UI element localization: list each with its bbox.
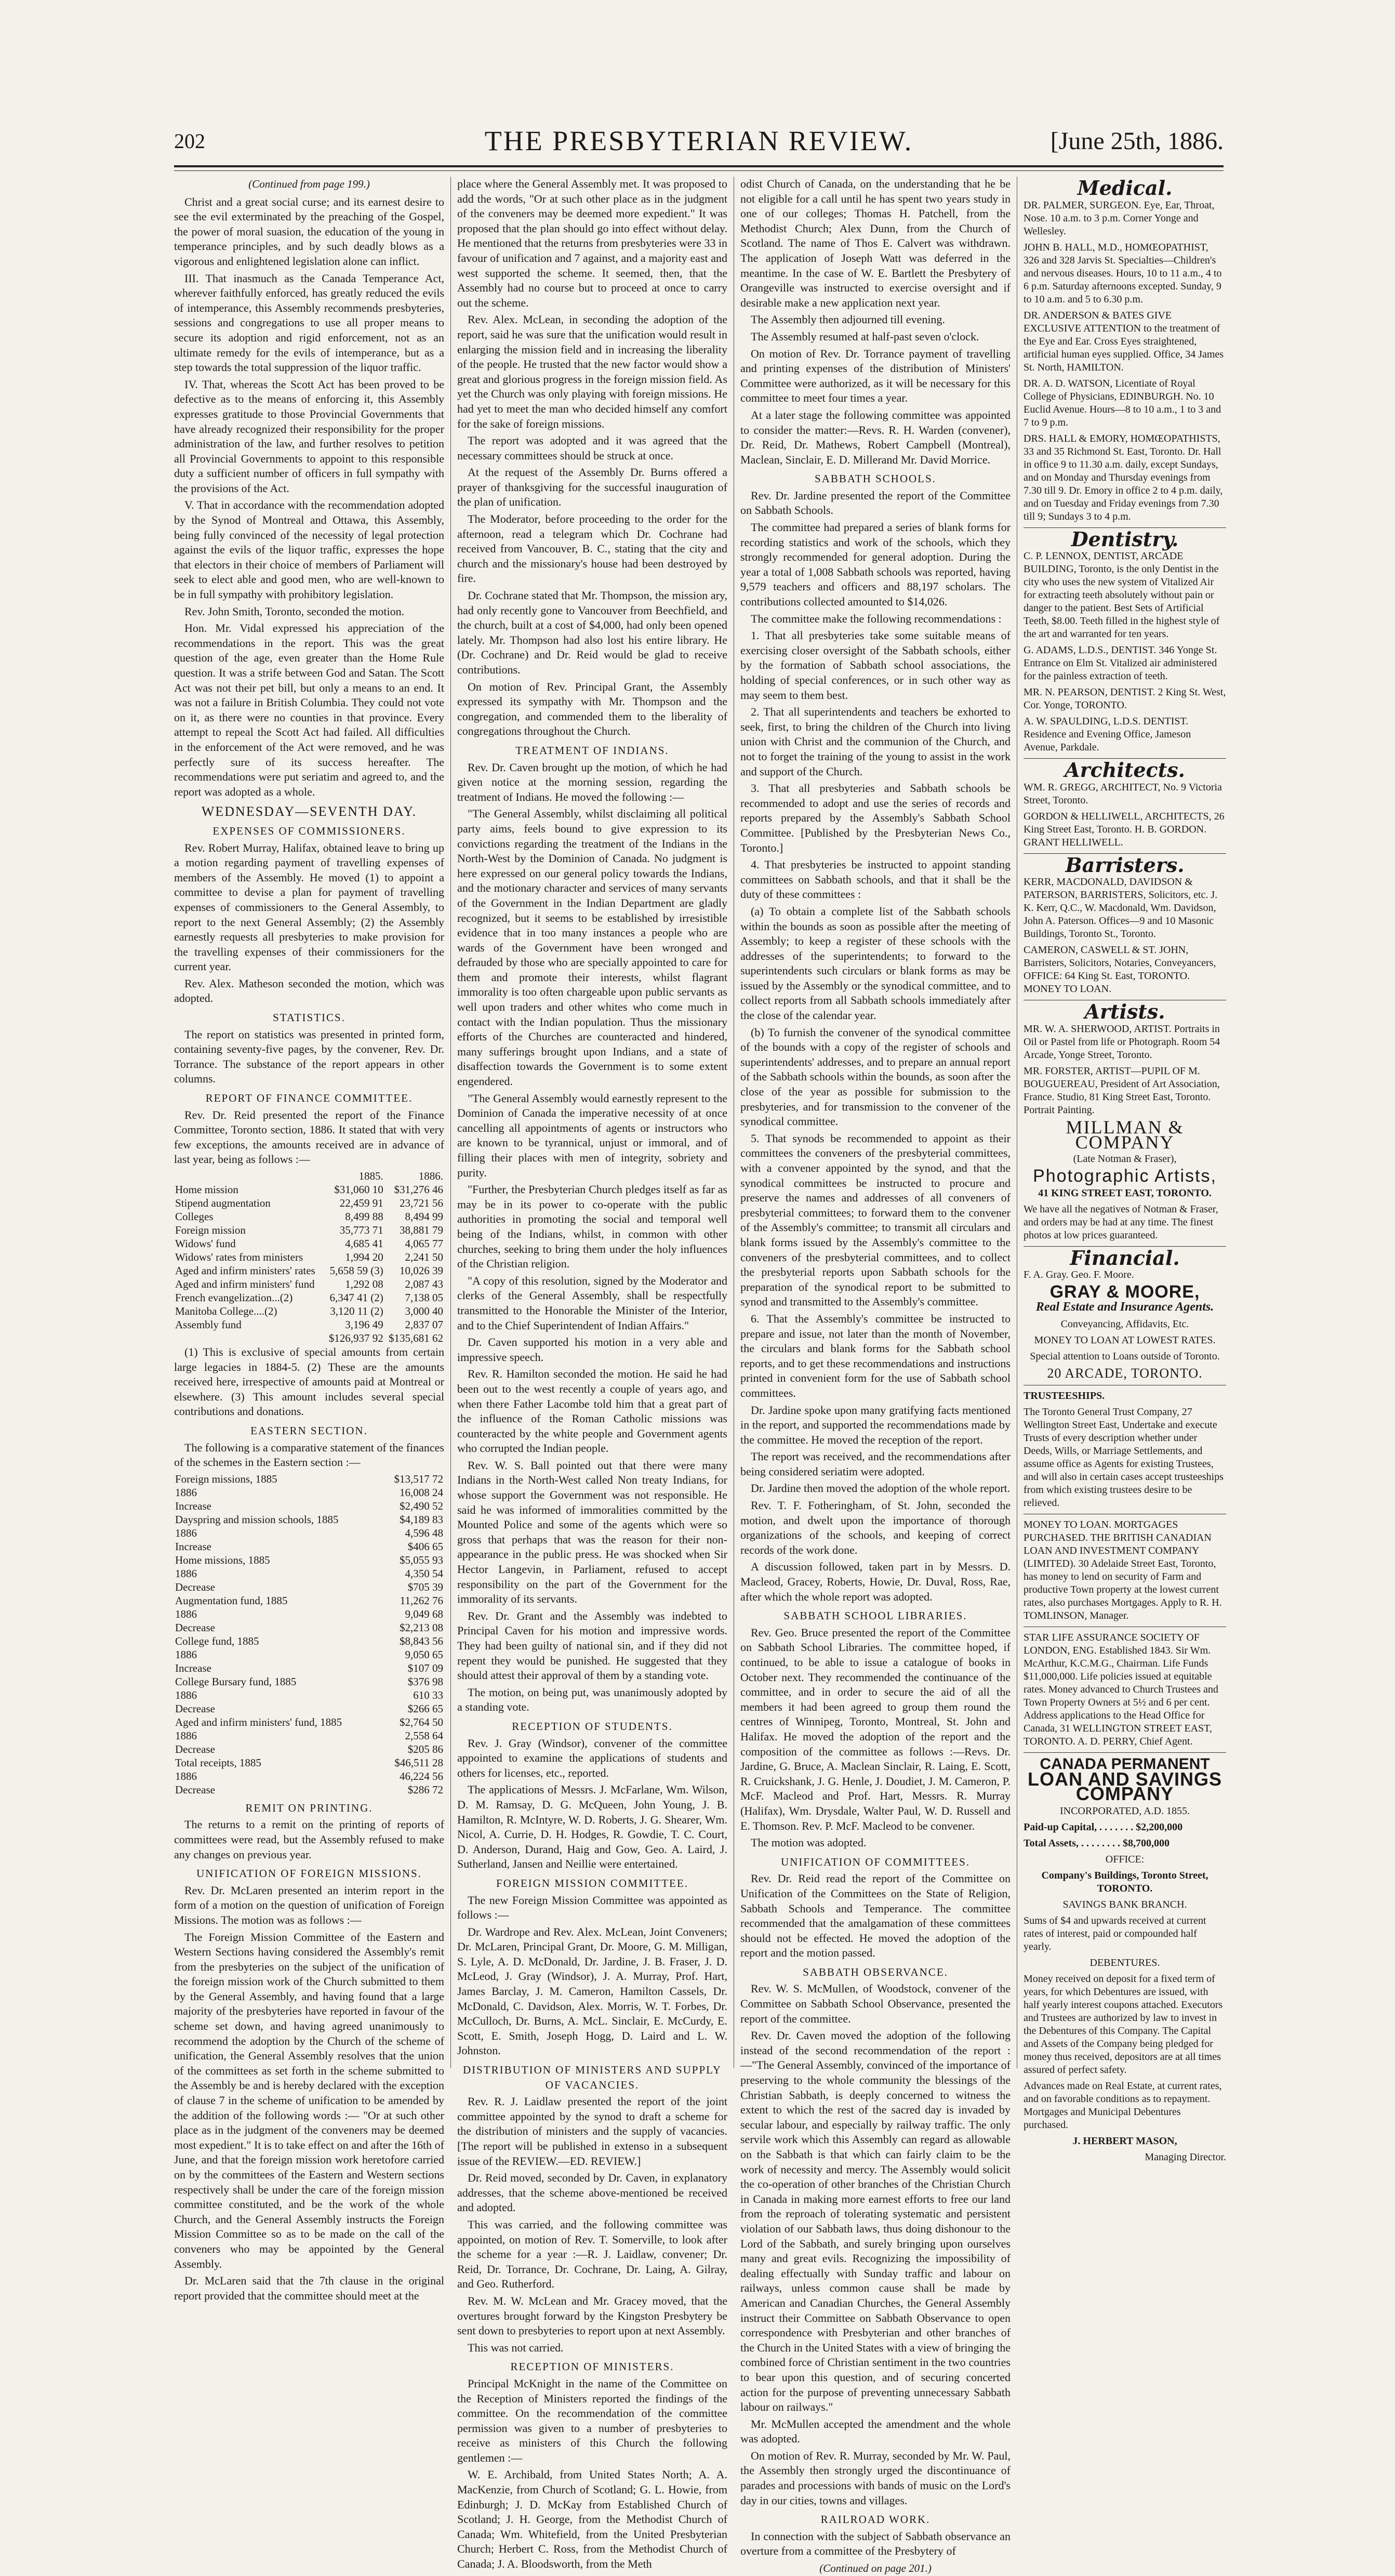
table-row [174, 1688, 444, 1702]
paragraph: Rev. Dr. Reid presented the report of the Finance Committee, Toronto section, 1886. It stated that with very few exceptions, the amounts received are in advance of last year, being as follows :— [174, 1108, 444, 1166]
paragraph: Rev. Alex. McLean, in seconding the adoption of the report, said he was sure that the unification would result in enlarging the mission field and in increasing the liberality of the people. He trusted that the new factor would show a great and glorious progress in the foreign mission field. As yet the Church was only playing with foreign missions. He had yet to meet the man who decided himself any comfort for the sake of foreign missions. [457, 313, 727, 430]
table-cell: 1886 [175, 1526, 197, 1539]
star-life-ad: STAR LIFE ASSURANCE SOCIETY OF LONDON, ENG. Established 1843. Sir Wm. McArthur, K.C.M.G., Chairman. Life Funds $11,000,000. Life policies issued at equitable rates. Money advanced to Church Trustees and Town Property Owners at 5½ and 6 per cent. Address applications to the Head Office for Canada, 31 WELLINGTON STREET EAST, TORONTO. A. D. PERRY, Chief Agent. [1024, 1632, 1218, 1748]
paragraph: Rev. W. S. McMullen, of Woodstock, convener of the Committee on Sabbath School Observance, presented the report of the committee. [740, 1982, 1011, 2025]
cp-debentures-text: Money received on deposit for a fixed term of years, for which Debentures are issued, with half yearly interest coupons attached. Executors and Trustees are authorized by law to invest in the Debentures of this Company. The Capital and Assets of the Company being pledged for money thus received, depositors are at all times assured of perfect safety. [1024, 1973, 1223, 2076]
paragraph: On motion of Rev. Dr. Torrance payment of travelling and printing expenses of the distribution of Ministers' Committee were authorized, as it will be necessary for this committee to meet four times a year. [740, 347, 1011, 405]
table-cell: Widows' fund [175, 1237, 236, 1250]
advertisement-column [1024, 176, 1226, 2163]
gray-line: Conveyancing, Affidavits, Etc. [1060, 1318, 1189, 1330]
advertisement-card: KERR, MACDONALD, DAVIDSON & PATERSON, BARRISTERS, Solicitors, etc. J. K. Kerr, Q.C., W. Macdonald, Wm. Davidson, John A. Paterson. Offices—9 and 10 Masonic Buildings, Toronto St., Toronto. [1024, 876, 1218, 940]
subheading: RECEPTION OF MINISTERS. [510, 2360, 674, 2373]
paragraph: Rev. J. Gray (Windsor), convener of the committee appointed to examine the applications of students and others for licenses, etc., reported. [457, 1736, 727, 1779]
gray-firm: GRAY & MOORE, [1049, 1282, 1200, 1302]
table-cell: College fund, 1885 [175, 1634, 259, 1647]
table-row [174, 1237, 444, 1250]
table-cell: 1886 [175, 1729, 197, 1742]
gray-subtitle: Real Estate and Insurance Agents. [1035, 1300, 1214, 1314]
advertisement-card: DR. ANDERSON & BATES GIVE EXCLUSIVE ATTENTION to the treatment of the Eye and Ear. Cross Eyes straightened, artificial human eyes supplied. Office, 34 James St. North, HAMILTON. [1024, 309, 1224, 373]
table-row [174, 1540, 444, 1553]
table-cell: 8,494 99 [405, 1210, 443, 1223]
table-row [174, 1648, 444, 1661]
table-row [174, 1756, 444, 1769]
paragraph: "The General Assembly, whilst disclaiming all political party aims, feels bound to give expression to its convictions regarding the treatment of the Indians in the North-West by the Dominion of Canada. No judgment is here expressed on our general policy towards the Indians, and the motionary character and services of many servants of the Government in the Indian Department are gladly recognized, but it seems to be established by irresistible evidence that in too many instances a people who are wards of the Government have been wronged and defrauded by those who are specially appointed to care for them and promote their interests, whilst flagrant immorality is too often chargeable upon public servants as well upon traders and other whites who come much in contact with the Indian population. Thus the missionary efforts of the Churches are counteracted and hindered, many sufferings brought upon Indians, and a state of disaffection towards the Government is to some extent engendered. [457, 807, 727, 1088]
advertisement-card: C. P. LENNOX, DENTIST, ARCADE BUILDING, Toronto, is the only Dentist in the city who uses the new system of Vitalized Air for extracting teeth absolutely without pain or danger to the patient. Best Sets of Artificial Teeth, $8.00. Teeth filled in the highest style of the art and warranted for ten years. [1024, 550, 1220, 640]
paragraph: Rev. Dr. Reid read the report of the Committee on Unification of the Committees on the State of Religion, Sabbath Schools and Temperance. The committee recommended that the amalgamation of these committees should not be effected. He moved the adoption of the report and the motion passed. [740, 1872, 1011, 1960]
paragraph: The returns to a remit on the printing of reports of committees were read, but the Assembly refused to make any changes on previous year. [174, 1818, 444, 1861]
cp-manager: J. HERBERT MASON, [1072, 2135, 1177, 2147]
paragraph: Christ and a great social curse; and its earnest desire to see the evil exterminated by the preaching of the Gospel, the power of moral suasion, the education of the young in temperance principles, and by such deadly blows as a vigorous and enlightened legislation alone can inflict. [174, 195, 444, 268]
table-row [174, 1250, 444, 1264]
table-cell: Increase [175, 1499, 211, 1512]
table-cell: Aged and infirm ministers' rates [175, 1264, 315, 1277]
table-row [174, 1607, 444, 1621]
medical-ads [1024, 199, 1226, 523]
table-row [174, 1472, 444, 1486]
table-cell: Increase [175, 1661, 211, 1674]
paragraph: On motion of Rev. R. Murray, seconded by Mr. W. Paul, the Assembly then strongly urged the discontinuance of parades and processions with bands of music on the Lord's day in our cities, towns and villages. [740, 2449, 1011, 2507]
section-heading: WEDNESDAY—SEVENTH DAY. [201, 804, 417, 820]
subheading: SABBATH SCHOOL LIBRARIES. [783, 1609, 967, 1622]
cp-title-big: LOAN AND SAVINGS COMPANY [1027, 1768, 1222, 1805]
table-cell: Decrease [175, 1702, 215, 1715]
issue-date: [June 25th, 1886. [1050, 127, 1224, 155]
artists-heading: Artists. [1084, 1000, 1165, 1024]
paragraph: Rev. Dr. McLaren presented an interim report in the form of a motion on the question of unification of Foreign Missions. The motion was as follows :— [174, 1883, 444, 1926]
footnotes: (1) This is exclusive of special amounts from certain large legacies in 1884-5. (2) These are the amounts received here, irrespective of amounts paid at Montreal or elsewhere. (3) This amount includes several special contributions and donations. [174, 1345, 444, 1418]
paragraph: The committee make the following recommendations : [751, 612, 1002, 625]
paragraph: Rev. John Smith, Toronto, seconded the motion. [184, 604, 405, 618]
table-row [174, 1594, 444, 1607]
table-cell: 4,065 77 [405, 1237, 443, 1250]
table-cell: 6,347 41 (2) [329, 1291, 383, 1304]
paragraph: The committee had prepared a series of blank forms for recording statistics and work of the schools, which they strongly recommended for general adoption. During the year a total of 1,008 Sabbath schools was reported, having 9,579 teachers and officers and 88,197 scholars. The contributions collected amounted to $14,026. [740, 521, 1011, 609]
eastern-finance-table [174, 1472, 444, 1796]
table-cell: French evangelization...(2) [175, 1291, 293, 1304]
table-cell: 1886 [175, 1648, 197, 1661]
table-row [174, 1277, 444, 1291]
table-cell: $286 72 [407, 1783, 443, 1796]
table-cell: Aged and infirm ministers' fund [175, 1278, 315, 1290]
table-row [174, 1661, 444, 1675]
table-row [174, 1183, 444, 1196]
subheading: RAILROAD WORK. [820, 2513, 931, 2526]
barristers-ads [1024, 876, 1226, 996]
table-cell: 3,120 11 (2) [330, 1305, 383, 1317]
table-cell: 1,292 08 [345, 1278, 383, 1290]
paragraph: A discussion followed, taken part in by Messrs. D. Macleod, Gracey, Roberts, Howie, Dr. Duval, Ross, Rae, after which the whole report was adopted. [740, 1560, 1011, 1603]
table-cell: College Bursary fund, 1885 [175, 1675, 297, 1688]
subheading: EXPENSES OF COMMISSIONERS. [212, 824, 406, 837]
table-cell: Colleges [175, 1210, 214, 1223]
table-cell: 3,000 40 [405, 1305, 443, 1317]
table-cell: 3,196 49 [345, 1318, 383, 1331]
table-row [174, 1223, 444, 1237]
barristers-heading: Barristers. [1065, 853, 1185, 877]
cp-debentures-label: DEBENTURES. [1090, 1957, 1160, 1969]
table-row [174, 1210, 444, 1223]
paragraph: Principal McKnight in the name of the Committee on the Reception of Ministers reported the findings of the committee. On the recommendation of the committee permission was given to a number of presbyteries to receive as ministers of this Church the following gentlemen :— [457, 2376, 727, 2464]
table-cell: $31,276 46 [394, 1183, 443, 1196]
subheading: SABBATH OBSERVANCE. [803, 1965, 948, 1978]
table-row [174, 1702, 444, 1715]
table-cell: 5,658 59 (3) [329, 1264, 383, 1277]
paragraph: This was carried, and the following committee was appointed, on motion of Rev. T. Somerville, to look after the scheme for a year :—R. J. Laidlaw, convener; Dr. Reid, Dr. Torrance, Dr. Cochrane, Dr. Laing, A. Gilray, and Geo. Rutherford. [457, 2217, 727, 2291]
table-cell: 8,499 88 [345, 1210, 383, 1223]
paragraph: This was not carried. [468, 2341, 564, 2354]
table-cell: Dayspring and mission schools, 1885 [175, 1513, 339, 1526]
table-row [174, 1318, 444, 1331]
paragraph: (b) To furnish the convener of the synodical committee of the bounds with a copy of the register of schools and superintendents' addresses, and to prepare an annual report of the Sabbath schools within the bounds, as soon after the close of the year as possible for submission to the presbyteries, and for transmission to the convener of the synodical committee. [740, 1025, 1011, 1128]
paragraph: 4. That presbyteries be instructed to appoint standing committees on Sabbath schools, and that it shall be the duty of these committees : [740, 858, 1011, 901]
table-cell: 7,138 05 [405, 1291, 443, 1304]
table-total-row [174, 1331, 444, 1345]
paragraph: Dr. Jardine then moved the adoption of the whole report. [751, 1482, 1011, 1495]
cp-paid-capital: Paid-up Capital, . . . . . . . $2,200,000 [1024, 1821, 1183, 1833]
table-cell: $266 65 [407, 1702, 443, 1715]
loan-ad: MONEY TO LOAN. MORTGAGES PURCHASED. THE BRITISH CANADIAN LOAN AND INVESTMENT COMPANY (LIMITED). 30 Adelaide Street East, Toronto, has money to lend on security of Farm and productive Town property at the lowest current rates, also purchases Mortgages. Apply to R. H. TOMLINSON, Manager. [1024, 1519, 1222, 1622]
table-cell: 9,050 65 [405, 1648, 443, 1661]
paragraph: IV. That, whereas the Scott Act has been proved to be defective as to the means of enforcing it, this Assembly expresses gratitude to those Provincial Governments that have already recognized their responsibility for the proper administration of the law, and further resolves to petition all Provincial Governments to appoint to this responsible duty a sufficient number of officers in full sympathy with the provisions of the Act. [174, 377, 444, 495]
table-cell: $2,490 52 [400, 1499, 443, 1512]
cp-advances-text: Advances made on Real Estate, at current rates, and on favorable conditions as to repayment. Mortgages and Municipal Debentures purchased. [1024, 2080, 1222, 2131]
table-cell: Stipend augmentation [175, 1197, 271, 1209]
architects-ads [1024, 781, 1226, 849]
paragraph: At a later stage the following committee was appointed to consider the matter:—Revs. R. H. Warden (convener), Dr. Reid, Dr. Mathews, Robert Campbell (Montreal), Maclean, Sinclair, E. D. Millerand Mr. David Morrice. [740, 408, 1011, 466]
paragraph: Dr. Cochrane stated that Mr. Thompson, the mission ary, had only recently gone to Vancouver from Beechfield, and the church, built at a cost of $4,000, had only been opened lately. Mr. Thompson had also lost his entire library. He (Dr. Cochrane) and Dr. Reid would be glad to receive contributions. [457, 589, 727, 676]
paragraph: Rev. R. Hamilton seconded the motion. He said he had been out to the west recently a couple of years ago, and when there Father Lacombe told him that a great part of the influence of the Roman Catholic missions was counteracted by the white people and Government agents who corrupted the Indian people. [457, 1367, 727, 1455]
paragraph: Dr. McLaren said that the 7th clause in the original report provided that the committee should meet at the [174, 2274, 444, 2302]
table-cell: 11,262 76 [400, 1594, 443, 1607]
paragraph: The following is a comparative statement of the finances of the schemes in the Eastern section :— [174, 1441, 444, 1469]
table-cell: 610 33 [413, 1688, 443, 1701]
paragraph: (a) To obtain a complete list of the Sabbath schools within the bounds as soon as possible after the meeting of Assembly; to keep a register of these schools with the addresses of the superintendents; to forward to the superintendents such circulars or blank forms as may be issued by the Assembly or the synodical committee, and to collect reports from all Sabbath schools immediately after the close of the calendar year. [740, 904, 1011, 1022]
paragraph: Dr. Wardrope and Rev. Alex. McLean, Joint Conveners; Dr. McLaren, Principal Grant, Dr. Moore, G. M. Milligan, S. Lyle, A. D. McDonald, Dr. Jardine, J. B. Fraser, J. D. McLeod, J. Gray (Windsor), J. A. Murray, Prof. Hart, James Barclay, J. M. Cameron, Hamilton Cassels, Dr. McDonald, C. Davidson, Alex. Morris, W. T. Forbes, Dr. McCulloch, Dr. Burns, A. McL. Sinclair, E. McCurdy, E. Scott, E. Smith, Joseph Hogg, D. Laird and L. W. Johnston. [457, 1925, 727, 2057]
dentistry-ads [1024, 550, 1226, 754]
advertisement-card: G. ADAMS, L.D.S., DENTIST. 346 Yonge St. Entrance on Elm St. Vitalized air administered for the painless extraction of teeth. [1024, 644, 1217, 682]
subheading: UNIFICATION OF FOREIGN MISSIONS. [196, 1867, 422, 1880]
table-row [174, 1729, 444, 1742]
paragraph: The Assembly resumed at half-past seven o'clock. [751, 329, 979, 343]
advertisement-card: WM. R. GREGG, ARCHITECT, No. 9 Victoria Street, Toronto. [1024, 781, 1222, 806]
table-cell: $2,764 50 [400, 1715, 443, 1728]
paragraph: 6. That the Assembly's committee be instructed to prepare and issue, not later than the month of November, the circulars and blank forms for the Sabbath school reports, and to get these recommendations and instructions printed in convenient form for the use of Sabbath school committees. [740, 1312, 1011, 1399]
table-cell: 1,994 20 [345, 1251, 383, 1263]
advertisement-card: JOHN B. HALL, M.D., HOMŒOPATHIST, 326 and 328 Jarvis St. Specialties—Children's and nervous diseases. Hours, 10 to 11 a.m., 4 to 6 p.m. Saturday afternoons excepted. Sunday, 9 to 10 a.m. and 5 to 6.30 p.m. [1024, 241, 1222, 305]
advertisement-card: DR. A. D. WATSON, Licentiate of Royal College of Physicians, EDINBURGH. No. 10 Euclid Avenue. Hours—8 to 10 a.m., 1 to 3 and 7 to 9 p.m. [1024, 377, 1221, 428]
table-cell: Decrease [175, 1742, 215, 1755]
table-cell: 4,596 48 [405, 1526, 443, 1539]
table-header-cell: 1886. [418, 1170, 443, 1182]
column-1 [174, 177, 444, 2302]
advertisement-card: CAMERON, CASWELL & ST. JOHN, Barristers, Solicitors, Notaries, Conveyancers, OFFICE: 64 King St. East, TORONTO. MONEY TO LOAN. [1024, 944, 1216, 995]
millman-address: 41 KING STREET EAST, TORONTO. [1038, 1187, 1212, 1199]
divider [1024, 1752, 1226, 1753]
paragraph: III. That inasmuch as the Canada Temperance Act, wherever faithfully enforced, has greatly reduced the evils of intemperance, this Assembly recommends presbyteries, sessions and congregations to use all proper means to secure its adoption and rigid enforcement, not as an ultimate remedy for the evils of intemperance, but as a step towards the total suppression of the liquor traffic. [174, 271, 444, 374]
medical-heading: Medical. [1077, 176, 1173, 200]
subheading: EASTERN SECTION. [250, 1424, 368, 1437]
table-cell: Manitoba College....(2) [175, 1305, 277, 1317]
paragraph: The report was adopted and it was agreed that the necessary committees should be struck at once. [457, 434, 727, 462]
head-rule-thin [174, 170, 1224, 171]
table-cell: Home missions, 1885 [175, 1553, 270, 1566]
table-cell: 35,773 71 [339, 1224, 383, 1236]
paragraph: Rev. Dr. Grant and the Assembly was indebted to Principal Caven for his motion and impressive words. They had been guilty of national sin, and if they did not repent they would be punished. He suggested that they should attest their approval of them by a standing vote. [457, 1609, 727, 1682]
table-cell: Decrease [175, 1783, 215, 1796]
table-cell: 4,350 54 [405, 1567, 443, 1580]
advertisement-card: GORDON & HELLIWELL, ARCHITECTS, 26 King Street East, Toronto. H. B. GORDON. GRANT HELLIWELL. [1024, 810, 1225, 848]
millman-note: We have all the negatives of Notman & Fraser, and orders may be had at any time. The finest photos at low prices guaranteed. [1024, 1203, 1218, 1241]
running-head [174, 125, 1224, 161]
table-cell: Home mission [175, 1183, 238, 1196]
finance-table [174, 1169, 444, 1345]
cp-savings-text: Sums of $4 and upwards received at current rates of interest, paid or compounded half yearly. [1024, 1914, 1206, 1952]
paragraph: At the request of the Assembly Dr. Burns offered a prayer of thanksgiving for the successful inauguration of the plan of unification. [457, 466, 727, 509]
millman-headline: Photographic Artists, [1033, 1166, 1217, 1186]
table-cell: $5,055 93 [400, 1553, 443, 1566]
paragraph: Rev. Dr. Caven moved the adoption of the following instead of the second recommendation of the report :—"The General Assembly, convinced of the importance of preserving to the whole community the blessings of the Christian Sabbath, is deeply concerned to witness the extent to which the rest of the sacred day is invaded by secular labour, and especially by railway traffic. The only servile work which this Assembly can regard as allowable on the Sabbath is that which can fairly claim to be the work of necessity and mercy. The Assembly would solicit the co-operation of other branches of the Christian Church in Canada in making more earnest efforts to free our land from the reproach of tolerating systematic and persistent violation of our Sabbath laws, thus doing dishonour to the Lord of the Sabbath, and surely bringing upon ourselves many and great evils. Recognizing the impossibility of dealing effectually with Sunday traffic and labour on railways, unless common cause shall be made by American and Canadian Churches, the General Assembly instruct their Committee on Sabbath Observance to open correspondence with Presbyterian and other branches of the Church in the United States with a view of bringing the combined force of Christian sentiment in the two countries to bear upon this question, and of securing concerted action for the purpose of preventing unnecessary Sabbath labour on railways." [740, 2029, 1011, 2414]
table-cell: 2,241 50 [405, 1251, 443, 1263]
cp-office: Company's Buildings, Toronto Street, TORONTO. [1041, 1869, 1208, 1894]
table-cell: $705 39 [407, 1580, 443, 1593]
paragraph: W. E. Archibald, from United States North; A. A. MacKenzie, from Church of Scotland; G. L. Howie, from Edinburgh; J. D. McKay from Established Church of Scotland; J. H. George, from the Methodist Church of Canada; Wm. Whitefield, from the United Presbyterian Church; Herbert C. Ross, from the Methodist Church of Canada; J. A. Bloodsworth, from the Meth [457, 2468, 727, 2571]
table-row [174, 1499, 444, 1513]
paragraph: Rev. M. W. McLean and Mr. Gracey moved, that the overtures brought forward by the Kingston Presbytery be sent down to presbyteries to report upon at next Assembly. [457, 2294, 727, 2337]
table-cell: Foreign mission [175, 1224, 246, 1236]
advertisement-card: MR. W. A. SHERWOOD, ARTIST. Portraits in Oil or Pastel from life or Photograph. Room 54 Arcade, Yonge Street, Toronto. [1024, 1023, 1220, 1061]
table-row [174, 1715, 444, 1729]
table-cell: Aged and infirm ministers' fund, 1885 [175, 1715, 342, 1728]
paragraph: Rev. Alex. Matheson seconded the motion, which was adopted. [174, 976, 444, 1005]
page-number: 202 [174, 129, 205, 153]
paragraph: Dr. Jardine spoke upon many gratifying facts mentioned in the report, and supported the recommendations made by the committee. He moved the reception of the report. [740, 1403, 1011, 1446]
subheading: FOREIGN MISSION COMMITTEE. [496, 1877, 688, 1890]
table-row [174, 1783, 444, 1796]
paragraph: Rev. R. J. Laidlaw presented the report of the joint committee appointed by the synod to draft a scheme for the distribution of ministers and the supply of vacancies. [The report will be published in extenso in a subsequent issue of the REVIEW.—ED. REVIEW.] [457, 2095, 727, 2168]
table-cell: 2,837 07 [405, 1318, 443, 1331]
paragraph: The Moderator, before proceeding to the order for the afternoon, read a telegram which Dr. Cochrane had received from Vancouver, B. C., stating that the city and church and the missionary's house had been destroyed by fire. [457, 512, 727, 585]
table-cell: 1886 [175, 1567, 197, 1580]
subheading: RECEPTION OF STUDENTS. [512, 1720, 673, 1733]
continued-note: (Continued from page 199.) [248, 178, 370, 190]
continued-note: (Continued on page 201.) [819, 2562, 932, 2575]
table-cell: 46,224 56 [400, 1769, 443, 1782]
table-row [174, 1486, 444, 1499]
table-row [174, 1291, 444, 1304]
table-cell: 2,087 43 [405, 1278, 443, 1290]
paragraph: "The General Assembly would earnestly represent to the Dominion of Canada the imperative necessity of at once cancelling all appointments of agents or instructors who are known to be tyrannical, unjust or immoral, and of filling their places with men of integrity, sobriety and purity. [457, 1091, 727, 1179]
cp-office-label: OFFICE: [1105, 1853, 1145, 1865]
trust-ad: The Toronto General Trust Company, 27 Wellington Street East, Undertake and execute Trusts of every description whether under Deeds, Wills, or Marriage Settlements, and assume office as Agents for existing Trustees, and will also in certain cases accept trusteeships from which existing trustees desire to be relieved. [1024, 1406, 1224, 1509]
table-cell: Total receipts, 1885 [175, 1756, 261, 1769]
table-header-row [174, 1169, 444, 1183]
advertisement-card: DRS. HALL & EMORY, HOMŒOPATHISTS, 33 and 35 Richmond St. East, Toronto. Dr. Hall in office 9 to 11.30 a.m. daily, except Sundays, and on Monday and Thursday evenings from 7.30 till 9. Dr. Emory in office 2 to 4 p.m. daily, and on Tuesday and Friday evenings from 7.30 till 9; Sundays 3 to 4 p.m. [1024, 432, 1223, 522]
paragraph: Rev. Robert Murray, Halifax, obtained leave to bring up a motion regarding payment of travelling expenses of members of the Assembly. He moved (1) to appoint a committee to devise a plan for payment of travelling expenses of commissioners to the General Assembly, to report to the next General Assembly; (2) the Assembly earnestly requests all presbyteries to make provision for the travelling expenses of their commissioners for the current year. [174, 841, 444, 973]
artists-ads [1024, 1023, 1226, 1117]
paragraph: The new Foreign Mission Committee was appointed as follows :— [457, 1893, 727, 1922]
paragraph: The report on statistics was presented in printed form, containing seventy-five pages, by the convener, Rev. Dr. Torrance. The substance of the report appears in other columns. [174, 1027, 444, 1086]
paragraph: The motion, on being put, was unanimously adopted by a standing vote. [457, 1685, 727, 1714]
advertisement-card: A. W. SPAULDING, L.D.S. DENTIST. Residence and Evening Office, Jameson Avenue, Parkdale. [1024, 716, 1191, 754]
dentistry-heading: Dentistry. [1071, 527, 1179, 551]
paragraph: The Foreign Mission Committee of the Eastern and Western Sections having considered the Assembly's remit from the presbyteries on the subject of the unification of the foreign mission work of the Church submitted to them by the General Assembly, and having found that a large majority of the presbyteries have reported in favour of the scheme set down, and having agreed unanimously to recommend the adoption by the Church of the scheme of unification, the General Assembly resolves that the union of the committees as set forth in the scheme submitted to the Assembly be and is hereby declared with the exception of clause 7 in the scheme of unification to be amended by the addition of the following words :— "Or at such other place as in the judgment of the conveners may be deemed most expedient." It is to take effect on and after the 16th of June, and that the foreign mission work heretofore carried on by the committees of the Eastern and Western sections respectively shall be under the care of the foreign mission committee constituted, and be the work of the whole Church, and the General Assembly instructs the Foreign Mission Committee so as to be made on the call of the conveners who may be appointed by the General Assembly. [174, 1930, 444, 2270]
table-cell: $135,681 62 [389, 1332, 443, 1344]
table-header-cell [174, 1169, 324, 1183]
table-cell: 1886 [175, 1688, 197, 1701]
paragraph: The applications of Messrs. J. McFarlane, Wm. Wilson, D. M. Ramsay, D. G. McQueen, John Young, J. B. Hamilton, R. McIntyre, W. D. Roberts, J. G. Shearer, Wm. Nicol, A. Currie, D. H. Hodges, R. Gowdie, T. C. Court, D. Anderson, Durand, Haig and Gow, Geo. A. Laird, J. Sutherland, Jansen and Neillie were entertained. [457, 1783, 727, 1871]
paragraph: In connection with the subject of Sabbath observance an overture from a committee of the Presbytery of [740, 2529, 1011, 2558]
table-cell: $4,189 83 [400, 1513, 443, 1526]
advertisement-card: DR. PALMER, SURGEON. Eye, Ear, Throat, Nose. 10 a.m. to 3 p.m. Corner Yonge and Wellesley. [1024, 199, 1215, 237]
column-3 [740, 177, 1011, 2575]
paragraph: The report was received, and the recommendations after being considered seriatim were adopted. [740, 1450, 1011, 1478]
cp-savings-label: SAVINGS BANK BRANCH. [1062, 1898, 1187, 1910]
paragraph: Mr. McMullen accepted the amendment and the whole was adopted. [740, 2417, 1011, 2446]
table-row [174, 1513, 444, 1526]
table-row [174, 1742, 444, 1756]
table-cell: $376 98 [407, 1675, 443, 1688]
trust-title: TRUSTEESHIPS. [1024, 1390, 1105, 1402]
table-cell: 4,685 41 [345, 1237, 383, 1250]
advertisement-card: MR. N. PEARSON, DENTIST. 2 King St. West, Cor. Yonge, TORONTO. [1024, 686, 1226, 711]
paragraph: Rev. W. S. Ball pointed out that there were many Indians in the North-West called Non treaty Indians, for whose support the Government was not responsible. He said he was informed of immoralities committed by the Mounted Police and some of the agents which were so gross that perhaps that was the reason for their non-appearance in the public press. He was shocked when Sir Hector Langevin, in Parliament, refused to accept responsibility on the part of the Government for the immorality of its servants. [457, 1458, 727, 1606]
table-cell: 1886 [175, 1607, 197, 1620]
paragraph: Rev. Dr. Jardine presented the report of the Committee on Sabbath Schools. [740, 488, 1011, 517]
paragraph: odist Church of Canada, on the understanding that he be not eligible for a call until he has spent two years study in one of our colleges; Thomas H. Patchell, from the Methodist Church; Alex Dunn, from the Church of Scotland. The name of Thos E. Calvert was withdrawn. The application of Joseph Watt was deferred in the meantime. In the case of W. E. Bartlett the Presbytery of Orangeville was instructed to exercise oversight and if desirable make a new application next year. [740, 177, 1011, 309]
table-cell [174, 1331, 324, 1345]
table-cell: Widows' rates from ministers [175, 1251, 303, 1263]
table-cell: $406 65 [407, 1540, 443, 1553]
subheading: STATISTICS. [273, 1011, 346, 1024]
paragraph: The motion was adopted. [751, 1836, 867, 1850]
subheading: REPORT OF FINANCE COMMITTEE. [205, 1092, 413, 1105]
subheading: UNIFICATION OF COMMITTEES. [780, 1855, 971, 1868]
table-cell: $2,213 08 [400, 1621, 443, 1634]
head-rule [174, 165, 1224, 167]
table-cell: Decrease [175, 1580, 215, 1593]
cp-title: CANADA PERMANENT [1040, 1755, 1210, 1773]
table-cell: $8,843 56 [400, 1634, 443, 1647]
page-title: THE PRESBYTERIAN REVIEW. [484, 125, 913, 156]
column-rule [450, 177, 451, 2068]
cp-manager-title: Managing Director. [1145, 2151, 1226, 2163]
table-cell: 1886 [175, 1769, 197, 1782]
table-row [174, 1567, 444, 1580]
paragraph: The Assembly then adjourned till evening. [751, 313, 945, 326]
table-cell: 16,008 24 [400, 1486, 443, 1499]
paragraph: 5. That synods be recommended to appoint as their committees the conveners of the presbyterial committees, with a convener appointed by the synod, and that the synodical committees be instructed to procure and preserve the names and addresses of all conveners of presbyterial committees; to forward them to the convener of the Assembly's committee; to transmit all circulars and blank forms issued by the Assembly's committee to the conveners of the presbyterial committees, and to collect the presbyterial reports upon Sabbath schools for the preparation of the synodical report to be submitted to synod and transmitted to the Assembly's committee. [740, 1131, 1011, 1309]
millman-name: MILLMAN & COMPANY [1066, 1116, 1184, 1153]
table-cell: 9,049 68 [405, 1607, 443, 1620]
gray-line: MONEY TO LOAN AT LOWEST RATES. [1034, 1334, 1216, 1346]
paragraph: Rev. Geo. Bruce presented the report of the Committee on Sabbath School Libraries. The committee hoped, if continued, to be able to issue a catalogue of books in October next. They recommended the continuance of the committee, and in order to secure the aid of all the members it had been agreed to group them round the centres of Winnipeg, Toronto, Montreal, St. John and Halifax. He moved the adoption of the report and the composition of the committee as follows :—Revs. Dr. Jardine, G. Bruce, A. Maclean Sinclair, R. Laing, E. Scott, R. Cruickshank, J. G. Henle, J. Doudiet, J. M. Cameron, P. McF. Macleod and Prof. Hart, Messrs. R. Murray (Halifax), Wm. Drysdale, Walter Paul, W. D. Russell and E. Thomson. Rev. P. McF. Macleod to be convener. [740, 1626, 1011, 1832]
table-row [174, 1304, 444, 1318]
cp-total-assets: Total Assets, . . . . . . . . $8,700,000 [1024, 1837, 1170, 1849]
paragraph: 3. That all presbyteries and Sabbath schools be recommended to adopt and use the series of records and reports prepared by the Assembly's Sabbath School Committee. [Published by the Presbyterian News Co., Toronto.] [740, 782, 1011, 854]
paragraph: Rev. T. F. Fotheringham, of St. John, seconded the motion, and dwelt upon the importance of thorough organizations of the schools, and keeping of correct records of the work done. [740, 1499, 1011, 1556]
table-cell: 2,558 64 [405, 1729, 443, 1742]
paragraph: 2. That all superintendents and teachers be exhorted to seek, first, to bring the children of the Church into living union with Christ and the communion of the Church, and not to forget the training of the young to assist in the work and support of the Church. [740, 705, 1011, 778]
paragraph: 1. That all presbyteries take some suitable means of exercising closer oversight of the Sabbath schools, either by the formation of Sabbath school associations, the holding of special conferences, or in such other way as may seem to them best. [740, 629, 1011, 702]
table-cell: Decrease [175, 1621, 215, 1634]
table-cell: $46,511 28 [394, 1756, 443, 1769]
table-cell: 22,459 91 [339, 1197, 383, 1209]
table-cell: $205 86 [407, 1742, 443, 1755]
table-row [174, 1553, 444, 1567]
gray-address: 20 ARCADE, TORONTO. [1047, 1365, 1203, 1381]
paragraph: On motion of Rev. Principal Grant, the Assembly expressed its sympathy with Mr. Thompson and the congregation, and commended them to the liberality of congregations throughout the Church. [457, 680, 727, 738]
table-cell: 23,721 56 [400, 1197, 443, 1209]
table-row [174, 1264, 444, 1277]
paragraph: place where the General Assembly met. It was proposed to add the words, "Or at such other place as in the judgment of the conveners may be deemed more expedient." It was proposed that the plan should go into effect without delay. He mentioned that the returns from presbyteries were 33 in favour of unification and 7 against, and a majority east and west supported the scheme. It seemed, then, that the Assembly had no course but to proceed at once to carry out the scheme. [457, 177, 727, 309]
column-2 [457, 177, 727, 2571]
paragraph: Rev. Dr. Caven brought up the motion, of which he had given notice at the morning session, regarding the treatment of Indians. He moved the following :— [457, 760, 727, 803]
subheading: TREATMENT OF INDIANS. [515, 744, 669, 757]
gray-line: Special attention to Loans outside of Toronto. [1030, 1350, 1220, 1362]
paragraph: Dr. Reid moved, seconded by Dr. Caven, in explanatory addresses, that the scheme above-mentioned be received and adopted. [457, 2171, 727, 2214]
paragraph: Dr. Caven supported his motion in a very able and impressive speech. [457, 1336, 727, 1364]
table-row [174, 1526, 444, 1540]
financial-heading: Financial. [1070, 1246, 1180, 1270]
cp-incorporated: INCORPORATED, A.D. 1855. [1059, 1805, 1190, 1817]
subheading: DISTRIBUTION OF MINISTERS AND SUPPLY OF VACANCIES. [462, 2064, 722, 2091]
table-cell: $31,060 10 [334, 1183, 383, 1196]
table-row [174, 1634, 444, 1648]
millman-late: (Late Notman & Fraser), [1073, 1153, 1177, 1165]
advertisement-card: MR. FORSTER, ARTIST—PUPIL OF M. BOUGUEREAU, President of Art Association, France. Studio, 81 King Street East, Toronto. Portrait Painting. [1024, 1065, 1220, 1116]
table-row [174, 1196, 444, 1210]
table-cell: Increase [175, 1540, 211, 1553]
table-cell: 1886 [175, 1486, 197, 1499]
table-row [174, 1580, 444, 1594]
paragraph: "A copy of this resolution, signed by the Moderator and clerks of the General Assembly, shall be respectfully transmitted to the Honorable the Minister of the Interior, and to the Chief Superintendent of Indian Affairs." [457, 1274, 727, 1332]
paragraph: "Further, the Presbyterian Church pledges itself as far as may be in its power to co-operate with the public authorities in promoting the social and temporal well being of the Indians, whilst, in common with other churches, seeking to bring them under the holy influences of the Christian religion. [457, 1183, 727, 1271]
architects-heading: Architects. [1065, 758, 1185, 782]
gray-partners: F. A. Gray. Geo. F. Moore. [1024, 1269, 1134, 1281]
subheading: REMIT ON PRINTING. [245, 1801, 373, 1814]
table-cell: $107 09 [407, 1661, 443, 1674]
table-cell: $13,517 72 [394, 1472, 443, 1485]
table-cell: Assembly fund [175, 1318, 242, 1331]
table-cell: $126,937 92 [328, 1332, 383, 1344]
table-header-cell: 1885. [358, 1170, 383, 1182]
paragraph: V. That in accordance with the recommendation adopted by the Synod of Montreal and Ottawa, this Assembly, being fully convinced of the necessity of legal protection against the evils of the liquor traffic, expresses the hope that electors in their choice of members of Parliament will seek to elect able and good men, who are well-known to be in full sympathy with prohibitory legislation. [174, 498, 444, 601]
table-cell: Foreign missions, 1885 [175, 1472, 277, 1485]
table-cell: 38,881 79 [400, 1224, 443, 1236]
table-row [174, 1675, 444, 1688]
paragraph: Hon. Mr. Vidal expressed his appreciation of the recommendations in the report. This was the great question of the age, even greater than the Home Rule question. It was a strife between God and Satan. The Scott Act was not their pet bill, but only a means to an end. It was not a failure in British Columbia. They could not vote on it, as there were no counties in that province. Every attempt to repeal the Scott Act had failed. All difficulties in the enforcement of the Act were removed, and he was perfectly sure of its success hereafter. The recommendations were put seriatim and agreed to, and the report was adopted as a whole. [174, 622, 444, 798]
subheading: SABBATH SCHOOLS. [815, 472, 936, 485]
table-cell: Augmentation fund, 1885 [175, 1594, 288, 1607]
table-cell: 10,026 39 [400, 1264, 443, 1277]
table-row [174, 1769, 444, 1783]
table-row [174, 1621, 444, 1634]
